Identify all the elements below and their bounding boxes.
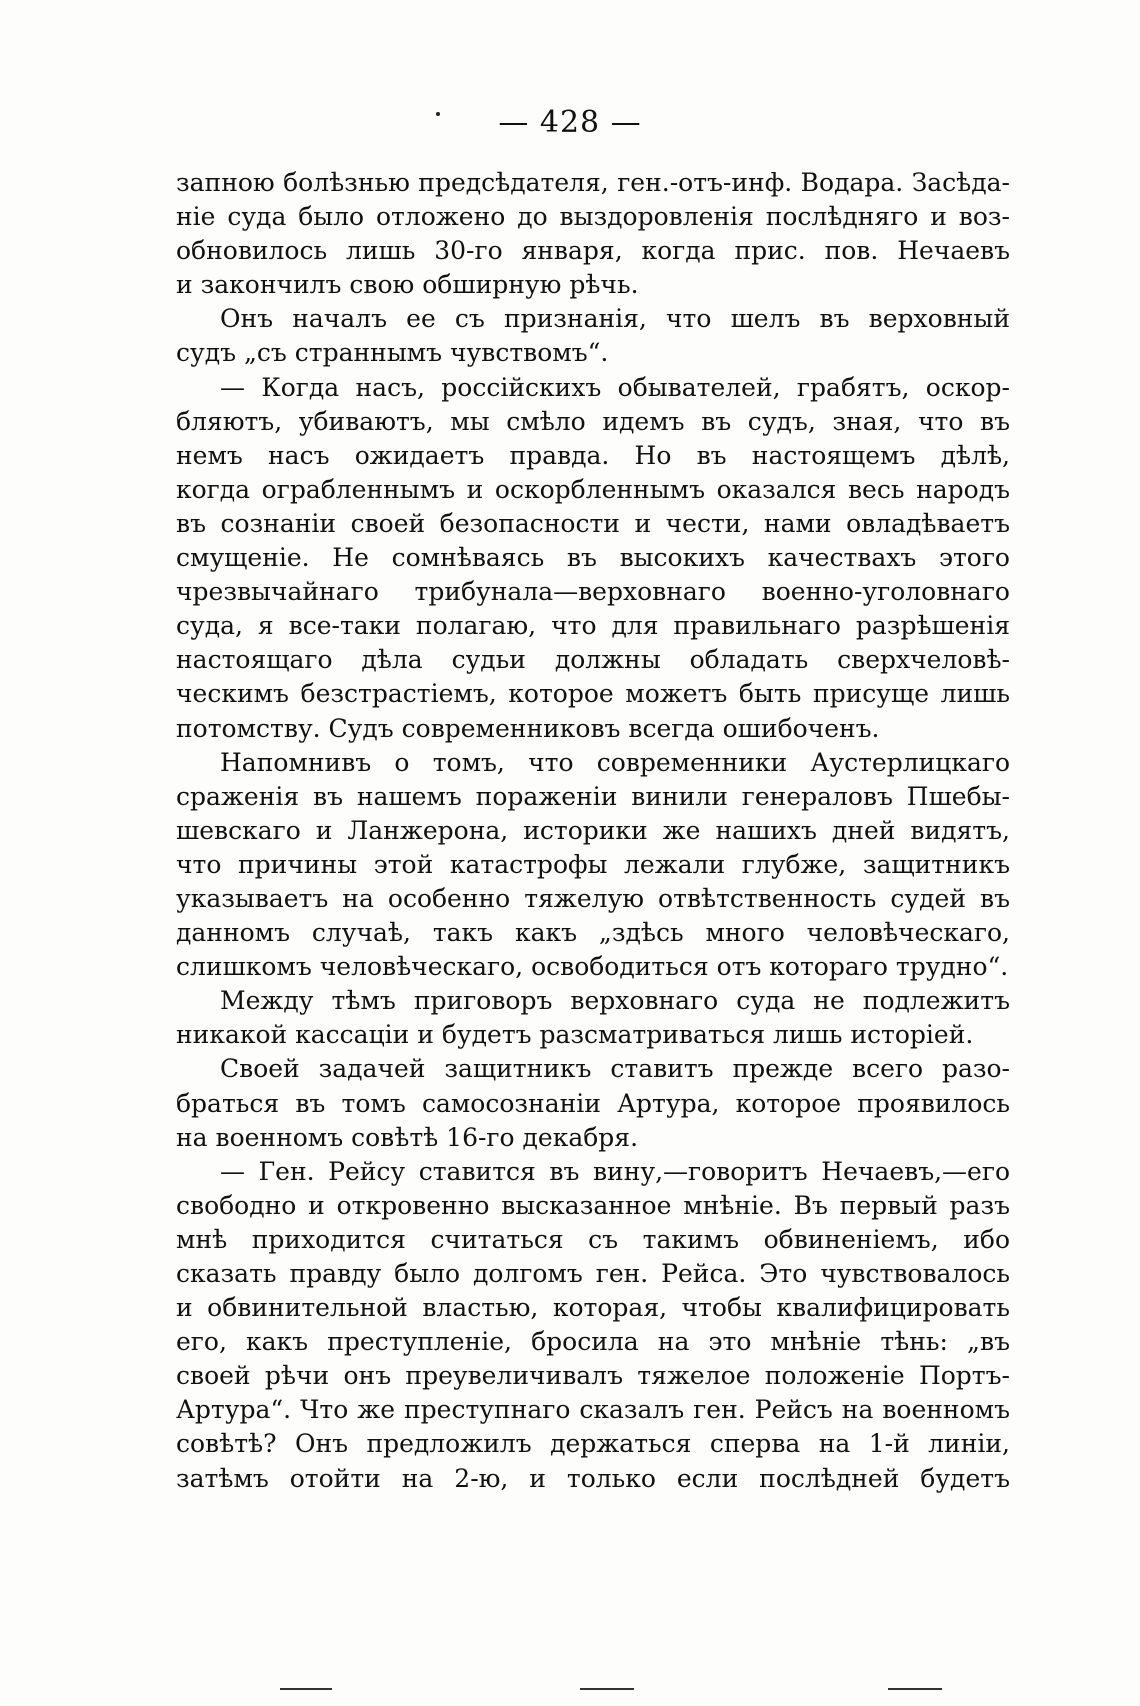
text-line: Артура“. Что же преступнаго сказалъ ген. Рейсъ на военномъ: [176, 1395, 1010, 1425]
text-line: ческимъ безстрастіемъ, которое можетъ быть присуще лишь: [176, 679, 1010, 709]
text-line: обновилось лишь 30-го января, когда прис. пов. Нечаевъ: [176, 236, 1010, 266]
text-line: указываетъ на особенно тяжелую отвѣтственность судей въ: [176, 883, 1010, 913]
text-line: ніе суда было отложено до выздоровленія послѣдняго и воз-: [176, 202, 1010, 232]
text-line: браться въ томъ самосознаніи Артура, которое проявилось: [176, 1088, 1010, 1118]
text-line: — Ген. Рейсу ставится въ вину,—говоритъ Нечаевъ,—его: [220, 1156, 1010, 1186]
text-line: своей рѣчи онъ преувеличивалъ тяжелое положеніе Портъ-: [176, 1361, 1010, 1391]
text-line: суда, я все-таки полагаю, что для правильнаго разрѣшенія: [176, 611, 1010, 641]
text-line: и закончилъ свою обширную рѣчь.: [176, 270, 639, 300]
text-line: Своей задачей защитникъ ставитъ прежде всего разо-: [220, 1054, 1010, 1084]
page-number: — 428 —: [498, 105, 642, 140]
text-line: его, какъ преступленіе, бросила на это мнѣніе тѣнь: „въ: [176, 1327, 1010, 1357]
text-line: на военномъ совѣтѣ 16-го декабря.: [176, 1122, 639, 1152]
text-line: данномъ случаѣ, такъ какъ „здѣсь много человѣческаго,: [176, 918, 1010, 948]
text-line: что причины этой катастрофы лежали глубже, защитникъ: [176, 849, 1010, 879]
text-line: Напомнивъ о томъ, что современники Аустерлицкаго: [220, 747, 1010, 777]
text-line: совѣтѣ? Онъ предложилъ держаться сперва на 1-й линіи,: [176, 1429, 1010, 1459]
bottom-rule: [280, 1688, 332, 1690]
text-line: Между тѣмъ приговоръ верховнаго суда не подлежитъ: [220, 986, 1010, 1016]
text-line: когда ограбленнымъ и оскорбленнымъ оказался весь народъ: [176, 474, 1010, 504]
text-line: судъ „съ страннымъ чувствомъ“.: [176, 338, 609, 368]
text-line: и обвинительной властью, которая, чтобы квалифицировать: [176, 1293, 1010, 1323]
text-line: затѣмъ отойти на 2-ю, и только если послѣдней будетъ: [176, 1463, 1010, 1493]
text-line: запною болѣзнью предсѣдателя, ген.-отъ-инф. Водара. Засѣда-: [176, 168, 1010, 197]
text-line: мнѣ приходится считаться съ такимъ обвиненіемъ, ибо: [176, 1224, 1010, 1254]
text-line: потомству. Судъ современниковъ всегда ошибоченъ.: [176, 713, 880, 743]
text-line: — Когда насъ, россійскихъ обывателей, грабятъ, оскор-: [220, 372, 1010, 402]
text-line: сказать правду было долгомъ ген. Рейса. Это чувствовалось: [176, 1259, 1010, 1288]
body-text: [176, 166, 1010, 1496]
bottom-rule: [580, 1688, 634, 1690]
text-line: бляютъ, убиваютъ, мы смѣло идемъ въ судъ, зная, что въ: [176, 406, 1010, 436]
text-line: сраженія въ нашемъ пораженіи винили генераловъ Пшебы-: [176, 781, 1010, 811]
text-line: никакой кассаціи и будетъ разсматриваться лишь исторіей.: [176, 1020, 974, 1050]
text-line: въ сознаніи своей безопасности и чести, нами овладѣваетъ: [176, 508, 1010, 538]
text-line: Онъ началъ ее съ признанія, что шелъ въ верховный: [220, 304, 1010, 334]
bottom-rule: [888, 1688, 942, 1690]
text-line: настоящаго дѣла судьи должны обладать сверхчеловѣ-: [176, 645, 1010, 675]
text-line: немъ насъ ожидаетъ правда. Но въ настоящемъ дѣлѣ,: [176, 440, 1010, 470]
text-line: слишкомъ человѣческаго, освободиться отъ котораго трудно“.: [176, 952, 1009, 982]
text-line: смущеніе. Не сомнѣваясь въ высокихъ качествахъ этого: [176, 543, 1010, 573]
text-line: чрезвычайнаго трибунала—верховнаго военно-уголовнаго: [176, 577, 1010, 607]
text-line: шевскаго и Ланжерона, историки же нашихъ дней видятъ,: [176, 815, 1010, 845]
text-line: свободно и откровенно высказанное мнѣніе. Въ первый разъ: [176, 1190, 1010, 1220]
